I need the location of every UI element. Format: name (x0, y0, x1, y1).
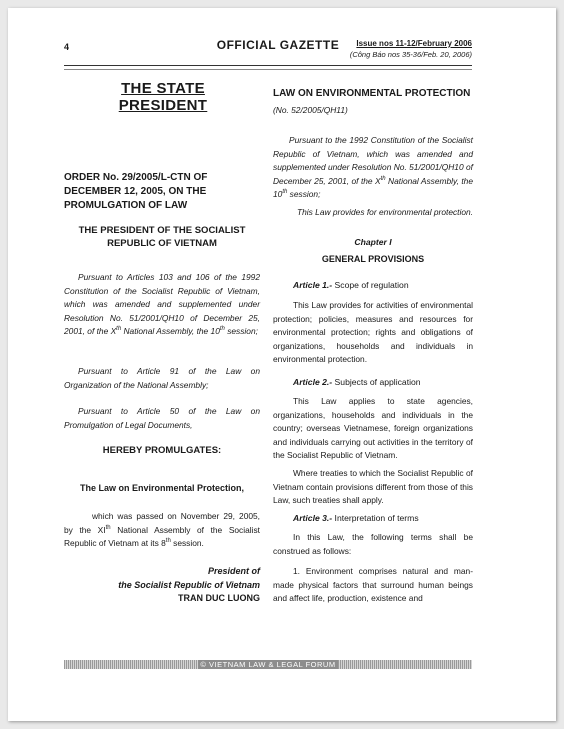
pursuant-1-sup: th (116, 326, 122, 333)
promulgated-law-title: The Law on Environmental Protection, (79, 483, 245, 493)
president-heading: THE PRESIDENT OF THE SOCIALIST REPUBLIC OF VIETNAM (78, 225, 246, 249)
preamble-sup2: th (282, 189, 288, 196)
pursuant-paragraph-1 (64, 271, 260, 339)
header-rule-thin (64, 69, 472, 70)
issue-number: Issue nos 11-12/February 2006 (356, 39, 472, 48)
pursuant-paragraph-2 (64, 365, 260, 392)
section-title: THE STATE PRESIDENT (118, 80, 208, 114)
pursuant-3-text: Pursuant to Article 50 of the Law on Promulgation of Legal Documents, (64, 406, 260, 430)
footer-copyright: © VIETNAM LAW & LEGAL FORUM (200, 660, 336, 669)
pursuant-1-mid: National Assembly, the 10 (121, 326, 220, 337)
article-3-heading (293, 513, 419, 523)
chapter-heading: Chapter I (354, 237, 392, 247)
gazette-page (8, 8, 556, 721)
pursuant-1-text: Pursuant to Articles 103 and 106 of the 1992 Constitution of the Socialist Republic of Vietnam, which was amended and supplemented under Resolution No. 51/2001/QH10 of December 25, 2001, of the X (64, 272, 260, 337)
article-2-heading (293, 377, 421, 387)
article-2-body-1: This Law applies to state agencies, organizations, households and individuals in the country; overseas Vietnamese, foreign organizations and individuals carrying out activities in the territory of the Socialist Republic of Vietnam. (273, 396, 473, 461)
article-3-body-1: In this Law, the following terms shall be construed as follows: (273, 532, 473, 556)
signature-organization: the Socialist Republic of Vietnam (118, 580, 260, 590)
pursuant-paragraph-3 (64, 405, 260, 432)
preamble-end: session; (287, 189, 321, 200)
passed-mid: National Assembly of the Socialist Republic of Vietnam at its 8 (64, 524, 260, 549)
article-3-label: Article 3.- (293, 513, 333, 523)
article-1-heading (293, 280, 409, 290)
law-number: (No. 52/2005/QH11) (273, 105, 348, 115)
passed-end: session. (170, 538, 204, 549)
law-heading: LAW ON ENVIRONMENTAL PROTECTION (273, 88, 471, 99)
pursuant-1-end: session; (224, 326, 258, 337)
law-provides: This Law provides for environmental protection. (297, 207, 473, 217)
preamble-sup: th (380, 175, 386, 182)
article-2-body-2: Where treaties to which the Socialist Republic of Vietnam contain provisions different from those of this Law, such treaties shall apply. (273, 468, 473, 506)
signature-name: TRAN DUC LUONG (178, 593, 260, 603)
article-1-body: This Law provides for activities of environmental protection; policies, measures and resources for environmental protection; rights and obligations of organizations, households and individuals in environmental protection. (273, 300, 473, 365)
page-number: 4 (64, 42, 70, 52)
passed-text: which was passed on November 29, 2005, by the XI (64, 511, 260, 535)
preamble-text: Pursuant to the 1992 Constitution of the Socialist Republic of Vietnam, which was amended and supplemented under Resolution No. 51/2001/QH10 of December 25, 2001, of the X (273, 135, 473, 186)
preamble-mid: National Assembly, the 10 (273, 175, 473, 200)
article-1-label: Article 1.- (293, 280, 333, 290)
passed-sup: th (105, 524, 111, 531)
hereby-promulgates: HEREBY PROMULGATES: (102, 445, 222, 456)
gazette-title: OFFICIAL GAZETTE (216, 38, 340, 52)
article-2-title: Subjects of application (332, 377, 421, 387)
pursuant-2-text: Pursuant to Article 91 of the Law on Organization of the National Assembly; (64, 366, 260, 390)
header-rule (64, 65, 472, 66)
article-3-body-2: 1. Environment comprises natural and man-made physical factors that surround human beings and affect life, production, existence and (273, 566, 473, 604)
pursuant-1-sup2: th (219, 326, 225, 333)
footer-band (64, 660, 472, 669)
signature-role: President of (207, 566, 260, 576)
passed-paragraph (64, 510, 260, 551)
issue-vietnamese: (Công Báo nos 35-36/Feb. 20, 2006) (349, 50, 472, 59)
order-title: ORDER No. 29/2005/L-CTN OF DECEMBER 12, 2005, ON THE PROMULGATION OF LAW (64, 172, 208, 211)
article-1-title: Scope of regulation (332, 280, 409, 290)
law-preamble (273, 134, 473, 202)
passed-sup2: th (165, 538, 171, 545)
article-2-label: Article 2.- (293, 377, 333, 387)
article-3-title: Interpretation of terms (332, 513, 419, 523)
general-provisions-heading: GENERAL PROVISIONS (321, 254, 425, 264)
